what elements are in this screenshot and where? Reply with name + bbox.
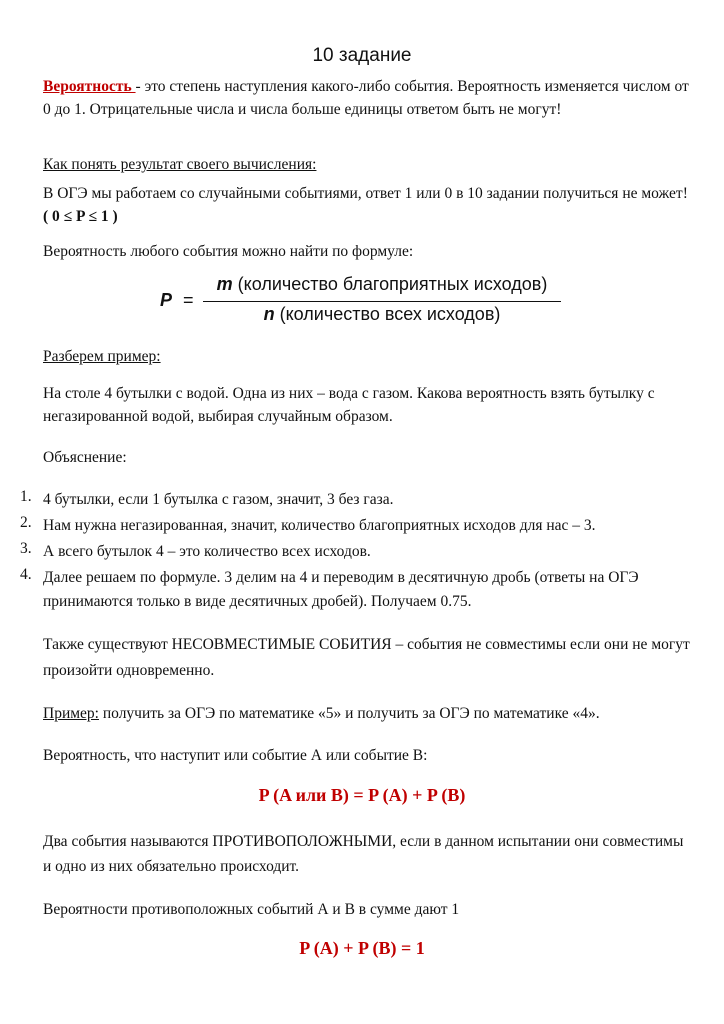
definition-term: Вероятность xyxy=(43,78,136,95)
example2-text: получить за ОГЭ по математике «5» и получить за ОГЭ по математике «4». xyxy=(98,705,600,722)
example2 xyxy=(43,702,693,725)
list-item-text: Далее решаем по формуле. 3 делим на 4 и переводим в десятичную дробь (ответы на ОГЭ принимаются только в виде десятичных дробей). Получаем 0.75. xyxy=(43,569,639,610)
definition-paragraph xyxy=(43,75,693,121)
oge-note-text: В ОГЭ мы работаем со случайными событиями, ответ 1 или 0 в 10 задании получиться не может! xyxy=(43,185,688,202)
example-heading: Разберем пример: xyxy=(43,348,161,365)
incompatible-text: Также существуют НЕСОВМЕСТИМЫЕ СОБИТИЯ – события не совместимы если они не могут произойти одновременно. xyxy=(43,636,690,679)
denominator-text: (количество всех исходов) xyxy=(274,304,501,324)
opposite-sum-text: Вероятности противоположных событий А и В в сумме дают 1 xyxy=(43,901,460,918)
fraction-bar xyxy=(203,301,561,302)
list-item-number: 1. xyxy=(20,488,32,505)
list-item-text: 4 бутылки, если 1 бутылка с газом, значит, 3 без газа. xyxy=(43,491,394,508)
probability-formula xyxy=(160,270,580,334)
list-item-number: 4. xyxy=(20,566,32,583)
list-item-number: 3. xyxy=(20,540,32,557)
definition-text: - это степень наступления какого-либо события. Вероятность изменяется числом от 0 до 1. Отрицательные числа и числа больше единицы ответом быть не могут! xyxy=(43,78,689,118)
numerator-var: m xyxy=(216,274,233,294)
formula-equals: = xyxy=(183,290,194,310)
sum-formula: P (A) + P (B) = 1 xyxy=(299,938,425,958)
list-item-text: А всего бутылок 4 – это количество всех исходов. xyxy=(43,543,371,560)
oge-range: ( 0 ≤ P ≤ 1 ) xyxy=(43,208,118,225)
or-formula: P (A или B) = P (A) + P (B) xyxy=(258,785,466,805)
numerator-text: (количество благоприятных исходов) xyxy=(232,274,548,294)
or-intro: Вероятность, что наступит или событие А или событие В: xyxy=(43,747,428,764)
formula-intro: Вероятность любого события можно найти по формуле: xyxy=(43,243,414,260)
formula-numerator xyxy=(203,274,561,295)
explanation-heading: Объяснение: xyxy=(43,449,127,466)
example-text: На столе 4 бутылки с водой. Одна из них – вода с газом. Какова вероятность взять бутылку с негазированной водой, выбирая случайным образом. xyxy=(43,385,655,425)
list-item-text: Нам нужна негазированная, значит, количество благоприятных исходов для нас – 3. xyxy=(43,517,596,534)
example2-label: Пример: xyxy=(43,705,99,722)
page-title: 10 задание xyxy=(312,45,412,66)
steps-list xyxy=(0,488,724,618)
formula-denominator xyxy=(203,304,561,325)
list-item-number: 2. xyxy=(20,514,32,531)
oge-note xyxy=(43,182,693,228)
formula-lhs: P xyxy=(160,290,173,310)
understand-heading: Как понять результат своего вычисления: xyxy=(43,156,317,173)
opposite-text: Два события называются ПРОТИВОПОЛОЖНЫМИ, если в данном испытании они совместимы и одно из них обязательно происходит. xyxy=(43,833,684,875)
denominator-var: n xyxy=(263,304,275,324)
